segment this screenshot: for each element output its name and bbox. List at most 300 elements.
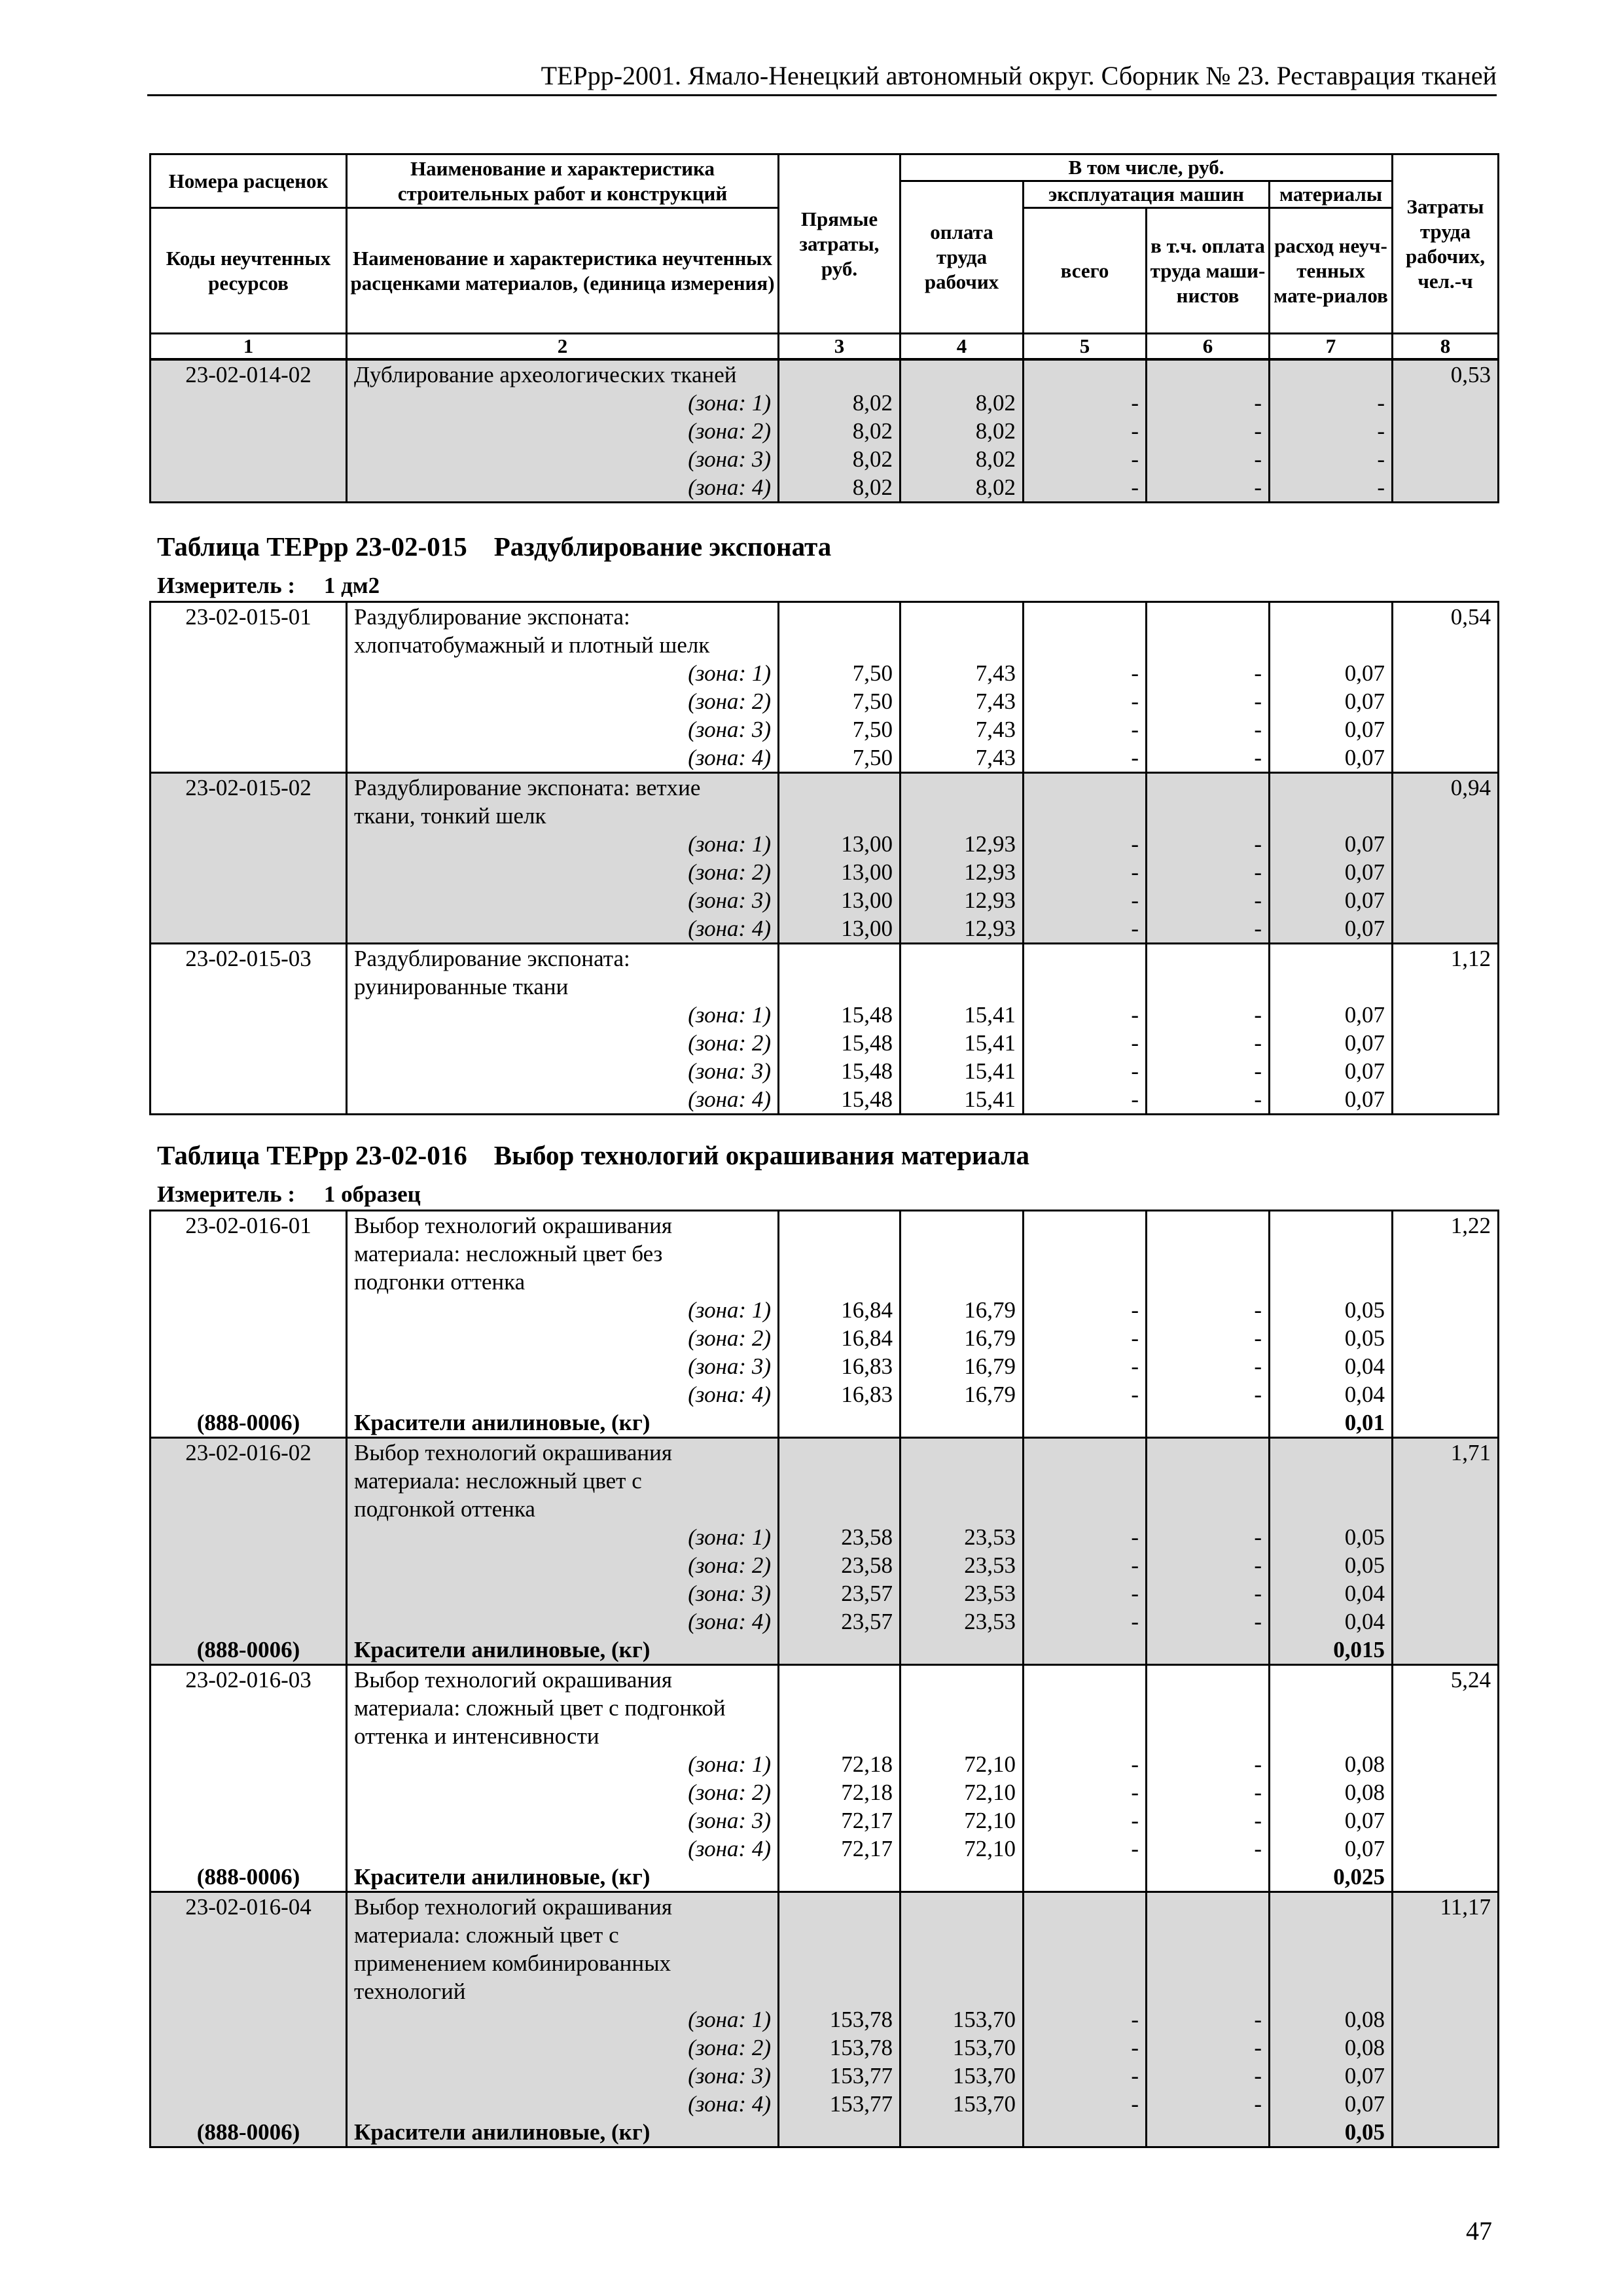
- table-row: [151, 1921, 1499, 1949]
- zone-label-cell: (зона: 1): [347, 1001, 779, 1029]
- table-row: [151, 1892, 1499, 1922]
- table-row: [151, 830, 1499, 858]
- header-oplata: оплата труда рабочих: [901, 181, 1024, 334]
- work-description-cell: Красители анилиновые, (кг): [347, 1636, 779, 1665]
- machine-total-cell: -: [1024, 1057, 1147, 1085]
- labor-hours-cell: 0,54: [1393, 602, 1499, 632]
- labor-hours-cell: 1,12: [1393, 944, 1499, 973]
- labor-pay-cell: 12,93: [901, 830, 1024, 858]
- labor-pay-cell: 153,70: [901, 2005, 1024, 2034]
- labor-pay-cell: 72,10: [901, 1806, 1024, 1835]
- labor-pay-cell: [901, 360, 1024, 389]
- materials-cell: 0,07: [1270, 914, 1393, 944]
- machinist-pay-cell: -: [1147, 1607, 1270, 1636]
- machinist-pay-cell: -: [1147, 1352, 1270, 1380]
- materials-cell: 0,015: [1270, 1636, 1393, 1665]
- header-nomera: Номера расценок: [151, 154, 347, 208]
- machinist-pay-cell: -: [1147, 2062, 1270, 2090]
- machine-total-cell: [1024, 1438, 1147, 1467]
- materials-cell: 0,025: [1270, 1863, 1393, 1892]
- machine-total-cell: -: [1024, 1806, 1147, 1835]
- machinist-pay-cell: -: [1147, 659, 1270, 687]
- direct-cost-cell: 15,48: [779, 1001, 901, 1029]
- labor-pay-cell: [901, 1240, 1024, 1268]
- labor-hours-cell: 0,53: [1393, 360, 1499, 389]
- machine-total-cell: -: [1024, 1551, 1147, 1579]
- table-016-title: Таблица ТЕРрр 23-02-016 Выбор технологий окрашивания материала: [157, 1140, 1029, 1170]
- header-title: ТЕРрр-2001. Ямало-Ненецкий автономный округ. Сборник № 23. Реставрация тканей: [541, 61, 1497, 90]
- rate-code-cell: [151, 2090, 347, 2118]
- machinist-pay-cell: [1147, 1949, 1270, 1977]
- table-row: [151, 2005, 1499, 2034]
- materials-cell: 0,04: [1270, 1607, 1393, 1636]
- labor-hours-cell: [1393, 1085, 1499, 1115]
- machine-total-cell: [1024, 1665, 1147, 1695]
- table-row: [151, 944, 1499, 973]
- table-row: [151, 744, 1499, 773]
- direct-cost-cell: 23,57: [779, 1607, 901, 1636]
- labor-pay-cell: 16,79: [901, 1324, 1024, 1352]
- table-row: [151, 1607, 1499, 1636]
- zone-label-cell: (зона: 1): [347, 389, 779, 417]
- table-row: [151, 389, 1499, 417]
- labor-pay-cell: 23,53: [901, 1551, 1024, 1579]
- machinist-pay-cell: -: [1147, 2034, 1270, 2062]
- machine-total-cell: -: [1024, 886, 1147, 914]
- machinist-pay-cell: [1147, 944, 1270, 973]
- table-row: [151, 1085, 1499, 1115]
- rate-code-cell: [151, 1324, 347, 1352]
- zone-label-cell: (зона: 2): [347, 2034, 779, 2062]
- rate-code-cell: [151, 2034, 347, 2062]
- table-row: [151, 1001, 1499, 1029]
- rate-code-cell: [151, 1523, 347, 1551]
- materials-cell: [1270, 1438, 1393, 1467]
- labor-pay-cell: 16,79: [901, 1352, 1024, 1380]
- table-row: [151, 1438, 1499, 1467]
- machine-total-cell: -: [1024, 1085, 1147, 1115]
- labor-pay-cell: [901, 1467, 1024, 1495]
- table-015-title: Таблица ТЕРрр 23-02-015 Раздублирование экспоната: [157, 531, 832, 562]
- machinist-pay-cell: -: [1147, 1001, 1270, 1029]
- rate-code-cell: [151, 1240, 347, 1268]
- machinist-pay-cell: -: [1147, 445, 1270, 473]
- machine-total-cell: [1024, 1977, 1147, 2005]
- table-row: [151, 1636, 1499, 1665]
- machine-total-cell: -: [1024, 2062, 1147, 2090]
- labor-hours-cell: [1393, 1778, 1499, 1806]
- zone-label-cell: (зона: 4): [347, 2090, 779, 2118]
- table-row: [151, 1949, 1499, 1977]
- labor-pay-cell: [901, 631, 1024, 659]
- table-row: [151, 914, 1499, 944]
- machinist-pay-cell: [1147, 602, 1270, 632]
- header-ekspl: эксплуатация машин: [1024, 181, 1270, 208]
- machine-total-cell: -: [1024, 914, 1147, 944]
- rate-code-cell: [151, 687, 347, 715]
- machine-total-cell: -: [1024, 2005, 1147, 2034]
- table-row: [151, 1467, 1499, 1495]
- labor-pay-cell: 153,70: [901, 2090, 1024, 2118]
- zone-label-cell: (зона: 4): [347, 1380, 779, 1408]
- labor-pay-cell: [901, 1892, 1024, 1922]
- column-header-table: [149, 153, 1499, 360]
- labor-pay-cell: 8,02: [901, 417, 1024, 445]
- labor-pay-cell: 8,02: [901, 445, 1024, 473]
- rate-code-cell: [151, 1296, 347, 1324]
- machinist-pay-cell: [1147, 1467, 1270, 1495]
- direct-cost-cell: [779, 631, 901, 659]
- materials-cell: [1270, 631, 1393, 659]
- direct-cost-cell: [779, 1240, 901, 1268]
- materials-cell: [1270, 1467, 1393, 1495]
- table-row: [151, 973, 1499, 1001]
- labor-hours-cell: [1393, 1467, 1499, 1495]
- rate-code-cell: [151, 858, 347, 886]
- machinist-pay-cell: -: [1147, 1029, 1270, 1057]
- rate-code-cell: [151, 1551, 347, 1579]
- direct-cost-cell: [779, 1636, 901, 1665]
- labor-hours-cell: 1,71: [1393, 1438, 1499, 1467]
- labor-hours-cell: [1393, 973, 1499, 1001]
- table-row: [151, 1296, 1499, 1324]
- rate-code-cell: [151, 715, 347, 744]
- direct-cost-cell: 8,02: [779, 445, 901, 473]
- work-description-cell: материала: сложный цвет с подгонкой: [347, 1694, 779, 1722]
- col-num-1: 1: [151, 334, 347, 359]
- zone-label-cell: (зона: 1): [347, 1523, 779, 1551]
- machine-total-cell: -: [1024, 1579, 1147, 1607]
- header-vsego: всего: [1024, 208, 1147, 334]
- materials-cell: [1270, 1921, 1393, 1949]
- zone-label-cell: (зона: 3): [347, 886, 779, 914]
- materials-cell: 0,05: [1270, 1296, 1393, 1324]
- materials-cell: 0,08: [1270, 2034, 1393, 2062]
- labor-pay-cell: 23,53: [901, 1607, 1024, 1636]
- machine-total-cell: -: [1024, 417, 1147, 445]
- labor-hours-cell: [1393, 1694, 1499, 1722]
- machinist-pay-cell: [1147, 1921, 1270, 1949]
- machine-total-cell: -: [1024, 473, 1147, 503]
- labor-pay-cell: 15,41: [901, 1057, 1024, 1085]
- machine-total-cell: -: [1024, 445, 1147, 473]
- zone-label-cell: (зона: 4): [347, 1835, 779, 1863]
- materials-cell: [1270, 1211, 1393, 1240]
- zone-label-cell: (зона: 4): [347, 914, 779, 944]
- labor-pay-cell: [901, 802, 1024, 830]
- work-description-cell: подгонки оттенка: [347, 1268, 779, 1296]
- materials-cell: 0,01: [1270, 1408, 1393, 1438]
- machine-total-cell: -: [1024, 744, 1147, 773]
- materials-cell: -: [1270, 473, 1393, 503]
- direct-cost-cell: 72,18: [779, 1778, 901, 1806]
- table-row: [151, 360, 1499, 389]
- table-row: [151, 1211, 1499, 1240]
- rate-code-cell: 23-02-015-01: [151, 602, 347, 632]
- work-description-cell: Выбор технологий окрашивания: [347, 1438, 779, 1467]
- materials-cell: [1270, 1722, 1393, 1750]
- materials-cell: 0,07: [1270, 2062, 1393, 2090]
- zone-label-cell: (зона: 3): [347, 1352, 779, 1380]
- machine-total-cell: [1024, 1921, 1147, 1949]
- direct-cost-cell: 15,48: [779, 1085, 901, 1115]
- direct-cost-cell: 72,18: [779, 1750, 901, 1778]
- labor-pay-cell: 12,93: [901, 886, 1024, 914]
- labor-pay-cell: [901, 944, 1024, 973]
- rate-code-cell: [151, 1495, 347, 1523]
- labor-pay-cell: [901, 1268, 1024, 1296]
- rate-code-cell: 23-02-016-04: [151, 1892, 347, 1922]
- materials-cell: 0,07: [1270, 1806, 1393, 1835]
- machinist-pay-cell: [1147, 360, 1270, 389]
- machinist-pay-cell: [1147, 1636, 1270, 1665]
- labor-hours-cell: [1393, 1240, 1499, 1268]
- rate-code-cell: [151, 1806, 347, 1835]
- labor-pay-cell: 16,79: [901, 1380, 1024, 1408]
- work-description-cell: Красители анилиновые, (кг): [347, 2118, 779, 2147]
- labor-pay-cell: [901, 1694, 1024, 1722]
- col-num-4: 4: [901, 334, 1024, 359]
- direct-cost-cell: 15,48: [779, 1029, 901, 1057]
- zone-label-cell: (зона: 2): [347, 1551, 779, 1579]
- machine-total-cell: [1024, 1268, 1147, 1296]
- header-kody: Коды неучтенных ресурсов: [151, 208, 347, 334]
- rate-code-cell: [151, 830, 347, 858]
- direct-cost-cell: 72,17: [779, 1806, 901, 1835]
- direct-cost-cell: 23,58: [779, 1523, 901, 1551]
- labor-hours-cell: [1393, 1001, 1499, 1029]
- labor-hours-cell: [1393, 1949, 1499, 1977]
- machinist-pay-cell: -: [1147, 1750, 1270, 1778]
- labor-hours-cell: [1393, 1057, 1499, 1085]
- work-description-cell: материала: несложный цвет с: [347, 1467, 779, 1495]
- rate-code-cell: [151, 2005, 347, 2034]
- header-vtch: в т.ч. оплата труда маши-нистов: [1147, 208, 1270, 334]
- labor-pay-cell: 8,02: [901, 473, 1024, 503]
- zone-label-cell: (зона: 2): [347, 1029, 779, 1057]
- machinist-pay-cell: -: [1147, 858, 1270, 886]
- zone-label-cell: (зона: 3): [347, 1057, 779, 1085]
- labor-hours-cell: [1393, 1722, 1499, 1750]
- table-row: [151, 445, 1499, 473]
- machine-total-cell: [1024, 944, 1147, 973]
- direct-cost-cell: 16,83: [779, 1380, 901, 1408]
- machinist-pay-cell: [1147, 973, 1270, 1001]
- labor-hours-cell: [1393, 744, 1499, 773]
- rate-code-cell: [151, 473, 347, 503]
- col-num-6: 6: [1147, 334, 1270, 359]
- labor-pay-cell: [901, 602, 1024, 632]
- rate-code-cell: [151, 1268, 347, 1296]
- machine-total-cell: -: [1024, 1523, 1147, 1551]
- materials-cell: 0,07: [1270, 659, 1393, 687]
- materials-cell: 0,07: [1270, 858, 1393, 886]
- direct-cost-cell: 15,48: [779, 1057, 901, 1085]
- rate-code-cell: [151, 445, 347, 473]
- rate-code-cell: 23-02-015-03: [151, 944, 347, 973]
- materials-cell: 0,04: [1270, 1352, 1393, 1380]
- zone-label-cell: (зона: 4): [347, 1607, 779, 1636]
- rate-code-cell: [151, 389, 347, 417]
- machine-total-cell: [1024, 1467, 1147, 1495]
- rate-code-cell: [151, 1977, 347, 2005]
- labor-hours-cell: [1393, 1977, 1499, 2005]
- labor-hours-cell: [1393, 687, 1499, 715]
- zone-label-cell: (зона: 3): [347, 715, 779, 744]
- machinist-pay-cell: -: [1147, 1057, 1270, 1085]
- labor-hours-cell: [1393, 830, 1499, 858]
- zone-label-cell: (зона: 2): [347, 1778, 779, 1806]
- machinist-pay-cell: [1147, 1665, 1270, 1695]
- table-row: [151, 659, 1499, 687]
- table-row: [151, 2118, 1499, 2147]
- machinist-pay-cell: [1147, 1722, 1270, 1750]
- machine-total-cell: [1024, 602, 1147, 632]
- work-description-cell: технологий: [347, 1977, 779, 2005]
- rate-code-cell: [151, 2062, 347, 2090]
- table-row: [151, 1029, 1499, 1057]
- machine-total-cell: -: [1024, 1352, 1147, 1380]
- direct-cost-cell: 13,00: [779, 830, 901, 858]
- materials-cell: 0,07: [1270, 1057, 1393, 1085]
- machine-total-cell: -: [1024, 389, 1147, 417]
- direct-cost-cell: 13,00: [779, 914, 901, 944]
- rate-code-cell: [151, 1380, 347, 1408]
- rate-code-cell: 23-02-015-02: [151, 773, 347, 802]
- labor-pay-cell: [901, 1408, 1024, 1438]
- labor-hours-cell: [1393, 1921, 1499, 1949]
- zone-label-cell: (зона: 4): [347, 744, 779, 773]
- table-row: [151, 802, 1499, 830]
- machine-total-cell: -: [1024, 1750, 1147, 1778]
- rate-code-cell: [151, 886, 347, 914]
- page-header: [147, 58, 1497, 96]
- machinist-pay-cell: [1147, 1892, 1270, 1922]
- col-num-7: 7: [1270, 334, 1393, 359]
- machine-total-cell: -: [1024, 1778, 1147, 1806]
- machinist-pay-cell: -: [1147, 1324, 1270, 1352]
- rate-code-cell: [151, 1352, 347, 1380]
- labor-hours-cell: [1393, 389, 1499, 417]
- direct-cost-cell: [779, 1694, 901, 1722]
- zone-label-cell: (зона: 1): [347, 2005, 779, 2034]
- table-row: [151, 602, 1499, 632]
- work-description-cell: Выбор технологий окрашивания: [347, 1211, 779, 1240]
- labor-pay-cell: 16,79: [901, 1296, 1024, 1324]
- table-row: [151, 858, 1499, 886]
- direct-cost-cell: [779, 1722, 901, 1750]
- zone-label-cell: (зона: 1): [347, 1750, 779, 1778]
- machinist-pay-cell: [1147, 802, 1270, 830]
- work-description-cell: Выбор технологий окрашивания: [347, 1892, 779, 1922]
- materials-cell: -: [1270, 417, 1393, 445]
- materials-cell: 0,04: [1270, 1380, 1393, 1408]
- rate-code-cell: [151, 1778, 347, 1806]
- machine-total-cell: -: [1024, 1380, 1147, 1408]
- labor-pay-cell: [901, 2118, 1024, 2147]
- materials-cell: 0,07: [1270, 744, 1393, 773]
- labor-hours-cell: [1393, 417, 1499, 445]
- labor-hours-cell: [1393, 1607, 1499, 1636]
- col-num-2: 2: [347, 334, 779, 359]
- machinist-pay-cell: -: [1147, 715, 1270, 744]
- machine-total-cell: -: [1024, 687, 1147, 715]
- machine-total-cell: [1024, 1863, 1147, 1892]
- rate-code-cell: [151, 1057, 347, 1085]
- machine-total-cell: -: [1024, 1296, 1147, 1324]
- zone-label-cell: (зона: 3): [347, 1806, 779, 1835]
- direct-cost-cell: 7,50: [779, 715, 901, 744]
- materials-cell: 0,07: [1270, 715, 1393, 744]
- work-description-cell: ткани, тонкий шелк: [347, 802, 779, 830]
- machinist-pay-cell: [1147, 773, 1270, 802]
- rate-code-cell: [151, 1029, 347, 1057]
- direct-cost-cell: 72,17: [779, 1835, 901, 1863]
- direct-cost-cell: 13,00: [779, 858, 901, 886]
- work-description-cell: Раздублирование экспоната:: [347, 602, 779, 632]
- zone-label-cell: (зона: 1): [347, 659, 779, 687]
- table-row: [151, 1352, 1499, 1380]
- labor-hours-cell: [1393, 1579, 1499, 1607]
- direct-cost-cell: [779, 1977, 901, 2005]
- labor-hours-cell: [1393, 1835, 1499, 1863]
- labor-pay-cell: 7,43: [901, 687, 1024, 715]
- table-row: [151, 2062, 1499, 2090]
- labor-hours-cell: 11,17: [1393, 1892, 1499, 1922]
- direct-cost-cell: 7,50: [779, 659, 901, 687]
- machine-total-cell: [1024, 1694, 1147, 1722]
- labor-hours-cell: [1393, 659, 1499, 687]
- labor-hours-cell: [1393, 473, 1499, 503]
- machinist-pay-cell: [1147, 1863, 1270, 1892]
- rate-code-cell: [151, 417, 347, 445]
- labor-pay-cell: 15,41: [901, 1001, 1024, 1029]
- labor-pay-cell: 7,43: [901, 715, 1024, 744]
- machinist-pay-cell: -: [1147, 473, 1270, 503]
- rate-code-cell: [151, 1694, 347, 1722]
- rate-code-cell: [151, 1835, 347, 1863]
- work-description-cell: хлопчатобумажный и плотный шелк: [347, 631, 779, 659]
- labor-hours-cell: [1393, 1523, 1499, 1551]
- labor-pay-cell: 72,10: [901, 1835, 1024, 1863]
- table-row: [151, 687, 1499, 715]
- table-row: [151, 1977, 1499, 2005]
- rate-code-cell: [151, 1085, 347, 1115]
- work-description-cell: Дублирование археологических тканей: [347, 360, 779, 389]
- direct-cost-cell: [779, 1892, 901, 1922]
- direct-cost-cell: 153,78: [779, 2034, 901, 2062]
- labor-hours-cell: [1393, 1029, 1499, 1057]
- machinist-pay-cell: [1147, 1694, 1270, 1722]
- materials-cell: 0,08: [1270, 1750, 1393, 1778]
- labor-hours-cell: [1393, 715, 1499, 744]
- direct-cost-cell: 153,77: [779, 2090, 901, 2118]
- rate-code-cell: [151, 1949, 347, 1977]
- direct-cost-cell: [779, 1408, 901, 1438]
- machinist-pay-cell: -: [1147, 1380, 1270, 1408]
- header-naim-neuch: Наименование и характеристика неучтенных расценками материалов, (единица измерения): [347, 208, 779, 334]
- labor-hours-cell: [1393, 858, 1499, 886]
- labor-hours-cell: [1393, 631, 1499, 659]
- materials-cell: 0,08: [1270, 1778, 1393, 1806]
- work-description-cell: материала: несложный цвет без: [347, 1240, 779, 1268]
- direct-cost-cell: [779, 773, 901, 802]
- machine-total-cell: -: [1024, 1607, 1147, 1636]
- work-description-cell: руинированные ткани: [347, 973, 779, 1001]
- labor-pay-cell: 7,43: [901, 659, 1024, 687]
- direct-cost-cell: [779, 1665, 901, 1695]
- labor-pay-cell: [901, 1949, 1024, 1977]
